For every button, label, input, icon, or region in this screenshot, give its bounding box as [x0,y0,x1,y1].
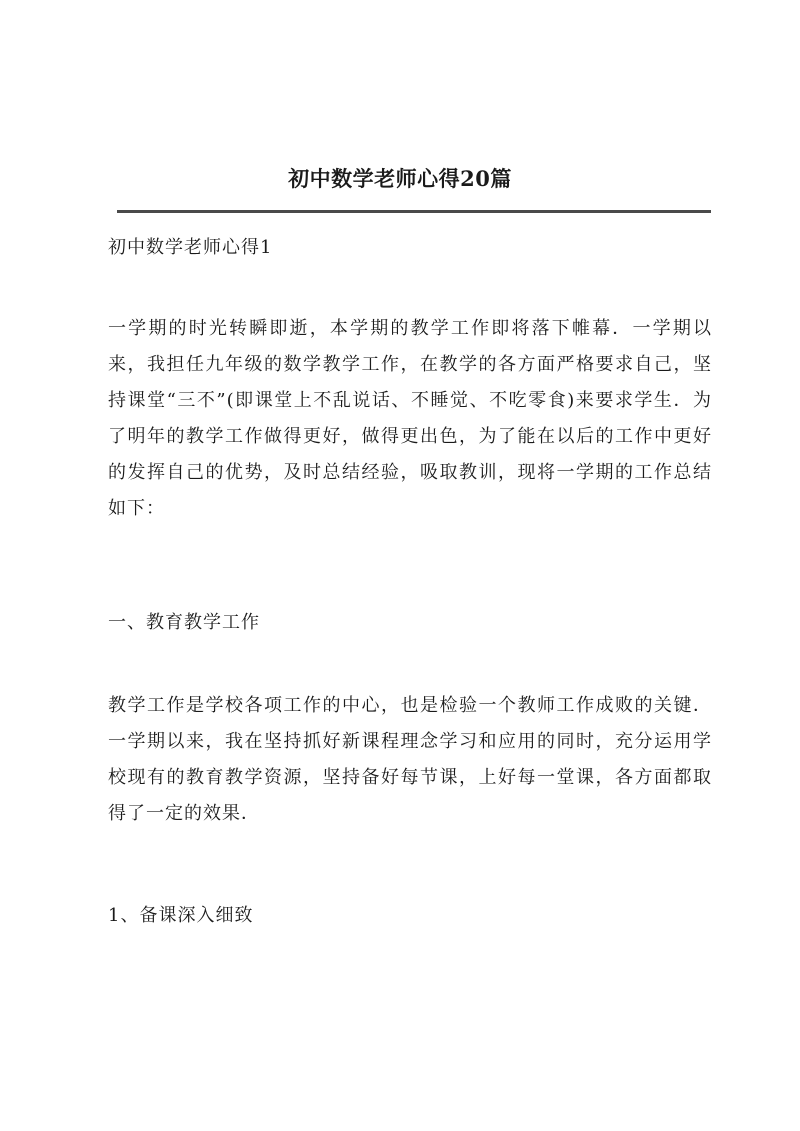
title-divider [117,210,711,213]
intro-paragraph: 一学期的时光转瞬即逝，本学期的教学工作即将落下帷幕．一学期以来，我担任九年级的数学教学工作，在教学的各方面严格要求自己，坚持课堂“三不”(即课堂上不乱说话、不睡觉、不吃零食)来要求学生．为了明年的教学工作做得更好，做得更出色，为了能在以后的工作中更好的发挥自己的优势，及时总结经验，吸取教训，现将一学期的工作总结如下： [108,318,712,519]
teaching-work-paragraph: 教学工作是学校各项工作的中心，也是检验一个教师工作成败的关键．一学期以来，我在坚持抓好新课程理念学习和应用的同时，充分运用学校现有的教育教学资源，坚持备好每节课，上好每一堂课，各方面都取得了一定的效果． [108,695,712,824]
document-title: 初中数学老师心得20篇 [288,166,512,191]
subheading-lesson-preparation: 1、备课深入细致 [108,905,254,926]
section-heading: 初中数学老师心得1 [108,237,273,258]
subheading-education-work: 一、教育教学工作 [108,612,260,633]
